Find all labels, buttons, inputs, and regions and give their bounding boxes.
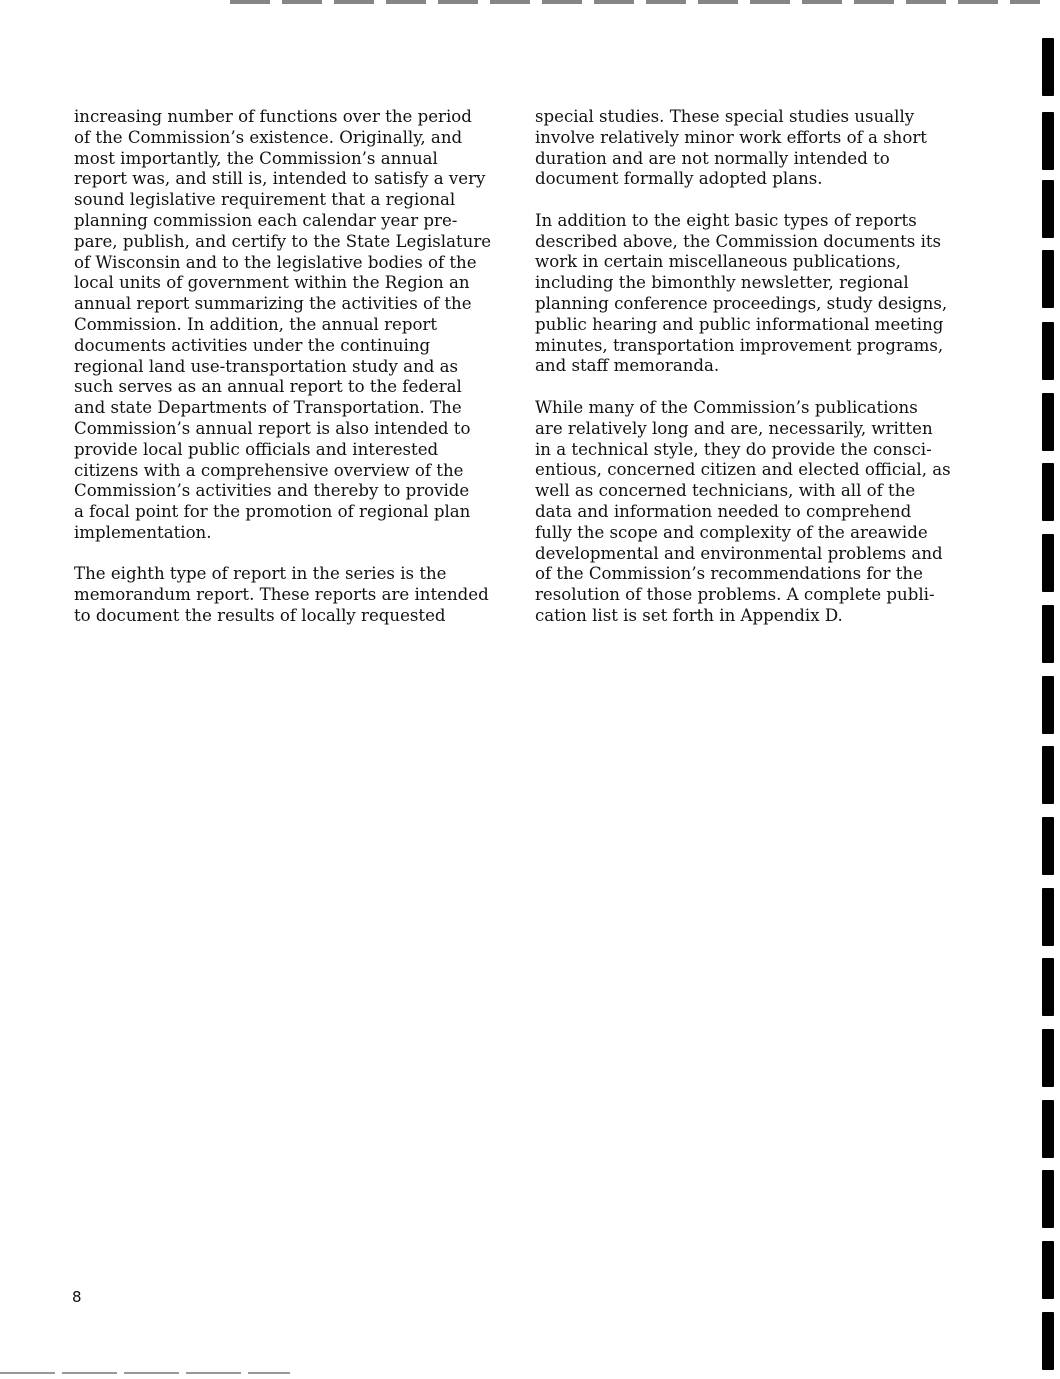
binding-mark [1042, 112, 1054, 170]
paragraph-left-1: increasing number of functions over the period of the Commission’s existence. Originally, and most importantly, the Commission’s annual report was, and still is, intended to satisfy a very sound legislative requirement that a regional planning commission each calendar year pre- pare, publish, and certify to the State Legislature of Wisconsin and to the legislative bodies of the local units of government within the Region an annual report summarizing the activities of the Commission. In addition, the annual report documents activities under the continuing regional land use-transportation study and as such serves as an annual report to the federal and state Departments of Transportation. The Commission’s annual report is also intended to provide local public officials and interested citizens with a comprehensive overview of the Commission’s activities and thereby to provide a focal point for the promotion of regional plan implementation. [74, 107, 492, 542]
binding-mark [1042, 1029, 1054, 1087]
binding-mark [1042, 322, 1054, 380]
binding-mark [1042, 1170, 1054, 1228]
binding-mark [1042, 38, 1054, 96]
left-column [74, 107, 493, 648]
paragraph-right-3: While many of the Commission’s publications are relatively long and are, necessarily, written in a technical style, they do provide the consci- entious, concerned citizen and elected official, as well as concerned technicians, with all of the data and information needed to comprehend fully the scope and complexity of the areawide developmental and environmental problems and of the Commission’s recommendations for the resolution of those problems. A complete publi- cation list is set forth in Appendix D. [535, 397, 951, 625]
binding-mark [1042, 1241, 1054, 1299]
binding-mark [1042, 676, 1054, 734]
binding-mark [1042, 958, 1054, 1016]
binding-mark [1042, 605, 1054, 663]
page-number: 8 [72, 1288, 82, 1306]
binding-mark [1042, 1100, 1054, 1158]
binding-marks [1030, 0, 1060, 1379]
binding-mark [1042, 393, 1054, 451]
bottom-scan-rule [0, 1372, 290, 1374]
top-scan-rule [230, 0, 1040, 4]
binding-mark [1042, 1312, 1054, 1370]
binding-mark [1042, 180, 1054, 238]
binding-mark [1042, 534, 1054, 592]
right-column [535, 107, 954, 647]
paragraph-left-2: The eighth type of report in the series is the memorandum report. These reports are intended to document the results of locally requested [74, 564, 489, 626]
binding-mark [1042, 817, 1054, 875]
paragraph-right-1: special studies. These special studies usually involve relatively minor work efforts of a short duration and are not normally intended to document formally adopted plans. [535, 107, 927, 189]
binding-mark [1042, 746, 1054, 804]
binding-mark [1042, 888, 1054, 946]
paragraph-right-2: In addition to the eight basic types of reports described above, the Commission documents its work in certain miscellaneous publications, including the bimonthly newsletter, regional planning conference proceedings, study designs, public hearing and public informational meeting minutes, transportation improvement programs, and staff memoranda. [535, 210, 948, 376]
binding-mark [1042, 250, 1054, 308]
binding-mark [1042, 463, 1054, 521]
